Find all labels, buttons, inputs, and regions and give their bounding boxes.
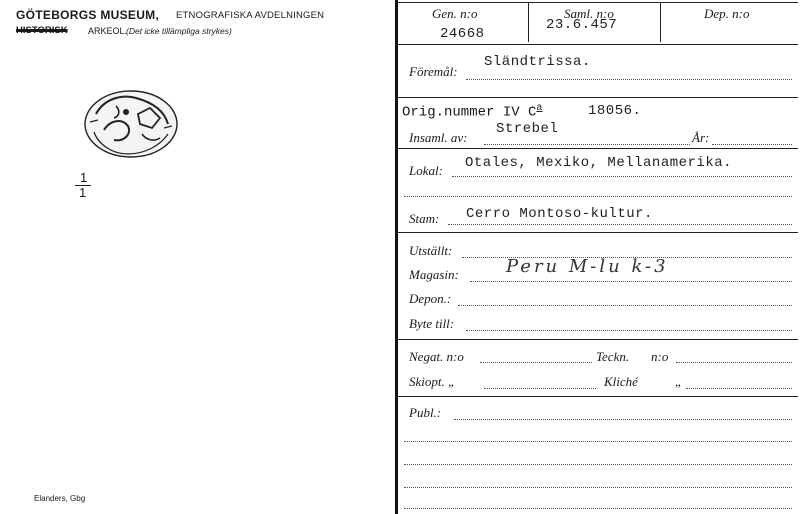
ar-line (712, 144, 792, 145)
teckn-line (676, 362, 792, 363)
foremal-line (466, 79, 792, 80)
header-bottom-border (398, 44, 798, 45)
foremal-label: Föremål: (409, 64, 458, 79)
orig-label (402, 103, 542, 121)
stam-line (448, 224, 792, 225)
utstallt-label: Utställt: (409, 243, 453, 258)
section-rule-2 (398, 148, 798, 149)
kliche-line (686, 388, 792, 389)
orig-label-text: Orig.nummer IV C (402, 104, 537, 121)
byte-line (466, 330, 792, 331)
section-rule-3 (398, 232, 798, 233)
scale-denominator: 1 (79, 185, 87, 200)
orig-number: 18056. (588, 103, 642, 119)
foremal-value: Sländtrissa. (484, 54, 591, 70)
teckn-label: Teckn. (596, 349, 630, 364)
skiopt-label: Skiopt. „ (409, 374, 456, 389)
section-rule-4 (398, 339, 798, 340)
publ-line-2 (404, 441, 792, 442)
gen-number: 24668 (440, 26, 485, 42)
stam-label: Stam: (409, 211, 440, 226)
kliche-ditto: „ (675, 374, 683, 389)
depon-label: Depon.: (409, 291, 452, 306)
insaml-line (484, 144, 690, 145)
publ-label: Publ.: (409, 405, 442, 420)
lokal-label: Lokal: (409, 163, 443, 178)
kliche-label: Kliché (604, 374, 638, 389)
negat-line (480, 362, 592, 363)
card-divider (395, 0, 398, 514)
section-rule-5 (398, 396, 798, 397)
depon-line (458, 305, 792, 306)
lokal-value: Otales, Mexiko, Mellanamerika. (465, 155, 733, 171)
magasin-line (470, 281, 792, 282)
insaml-value: Strebel (496, 121, 559, 137)
publ-line-4 (404, 487, 792, 488)
printer-imprint: Elanders, Gbg (34, 494, 86, 503)
scale-numerator: 1 (80, 170, 88, 185)
stam-value: Cerro Montoso-kultur. (466, 206, 653, 222)
lokal-line-2 (404, 196, 792, 197)
note-text: (Det icke tillämpliga strykes) (126, 26, 232, 36)
skiopt-line (484, 388, 596, 389)
publ-line-3 (404, 464, 792, 465)
ar-label: År: (692, 130, 710, 145)
section-rule-1 (398, 97, 798, 98)
gen-label: Gen. n:o (432, 6, 478, 21)
header-top-border (398, 2, 798, 3)
header-divider-2 (660, 2, 661, 42)
lokal-line (452, 176, 792, 177)
magasin-label: Magasin: (409, 267, 459, 282)
teckn-number-label: n:o (651, 349, 669, 364)
dep-label: Dep. n:o (704, 6, 750, 21)
artifact-drawing (76, 84, 186, 164)
magasin-handwritten: Peru M-lu k-3 (506, 256, 669, 277)
department-name: ETNOGRAFISKA AVDELNINGEN (176, 10, 325, 21)
publ-line-1 (454, 419, 792, 420)
negat-label: Negat. n:o (409, 349, 464, 364)
arkeol-label: ARKEOL. (88, 26, 128, 36)
header-divider-1 (528, 2, 529, 42)
saml-label: Saml. n:o (564, 6, 614, 21)
saml-number: 23.6.457 (546, 17, 618, 33)
insaml-label: Insaml. av: (409, 130, 468, 145)
museum-name: GÖTEBORGS MUSEUM, (16, 8, 160, 22)
publ-line-5 (404, 508, 792, 509)
struck-word: HISTORISK (16, 25, 68, 36)
orig-superscript: a (536, 103, 543, 114)
byte-label: Byte till: (409, 316, 455, 331)
